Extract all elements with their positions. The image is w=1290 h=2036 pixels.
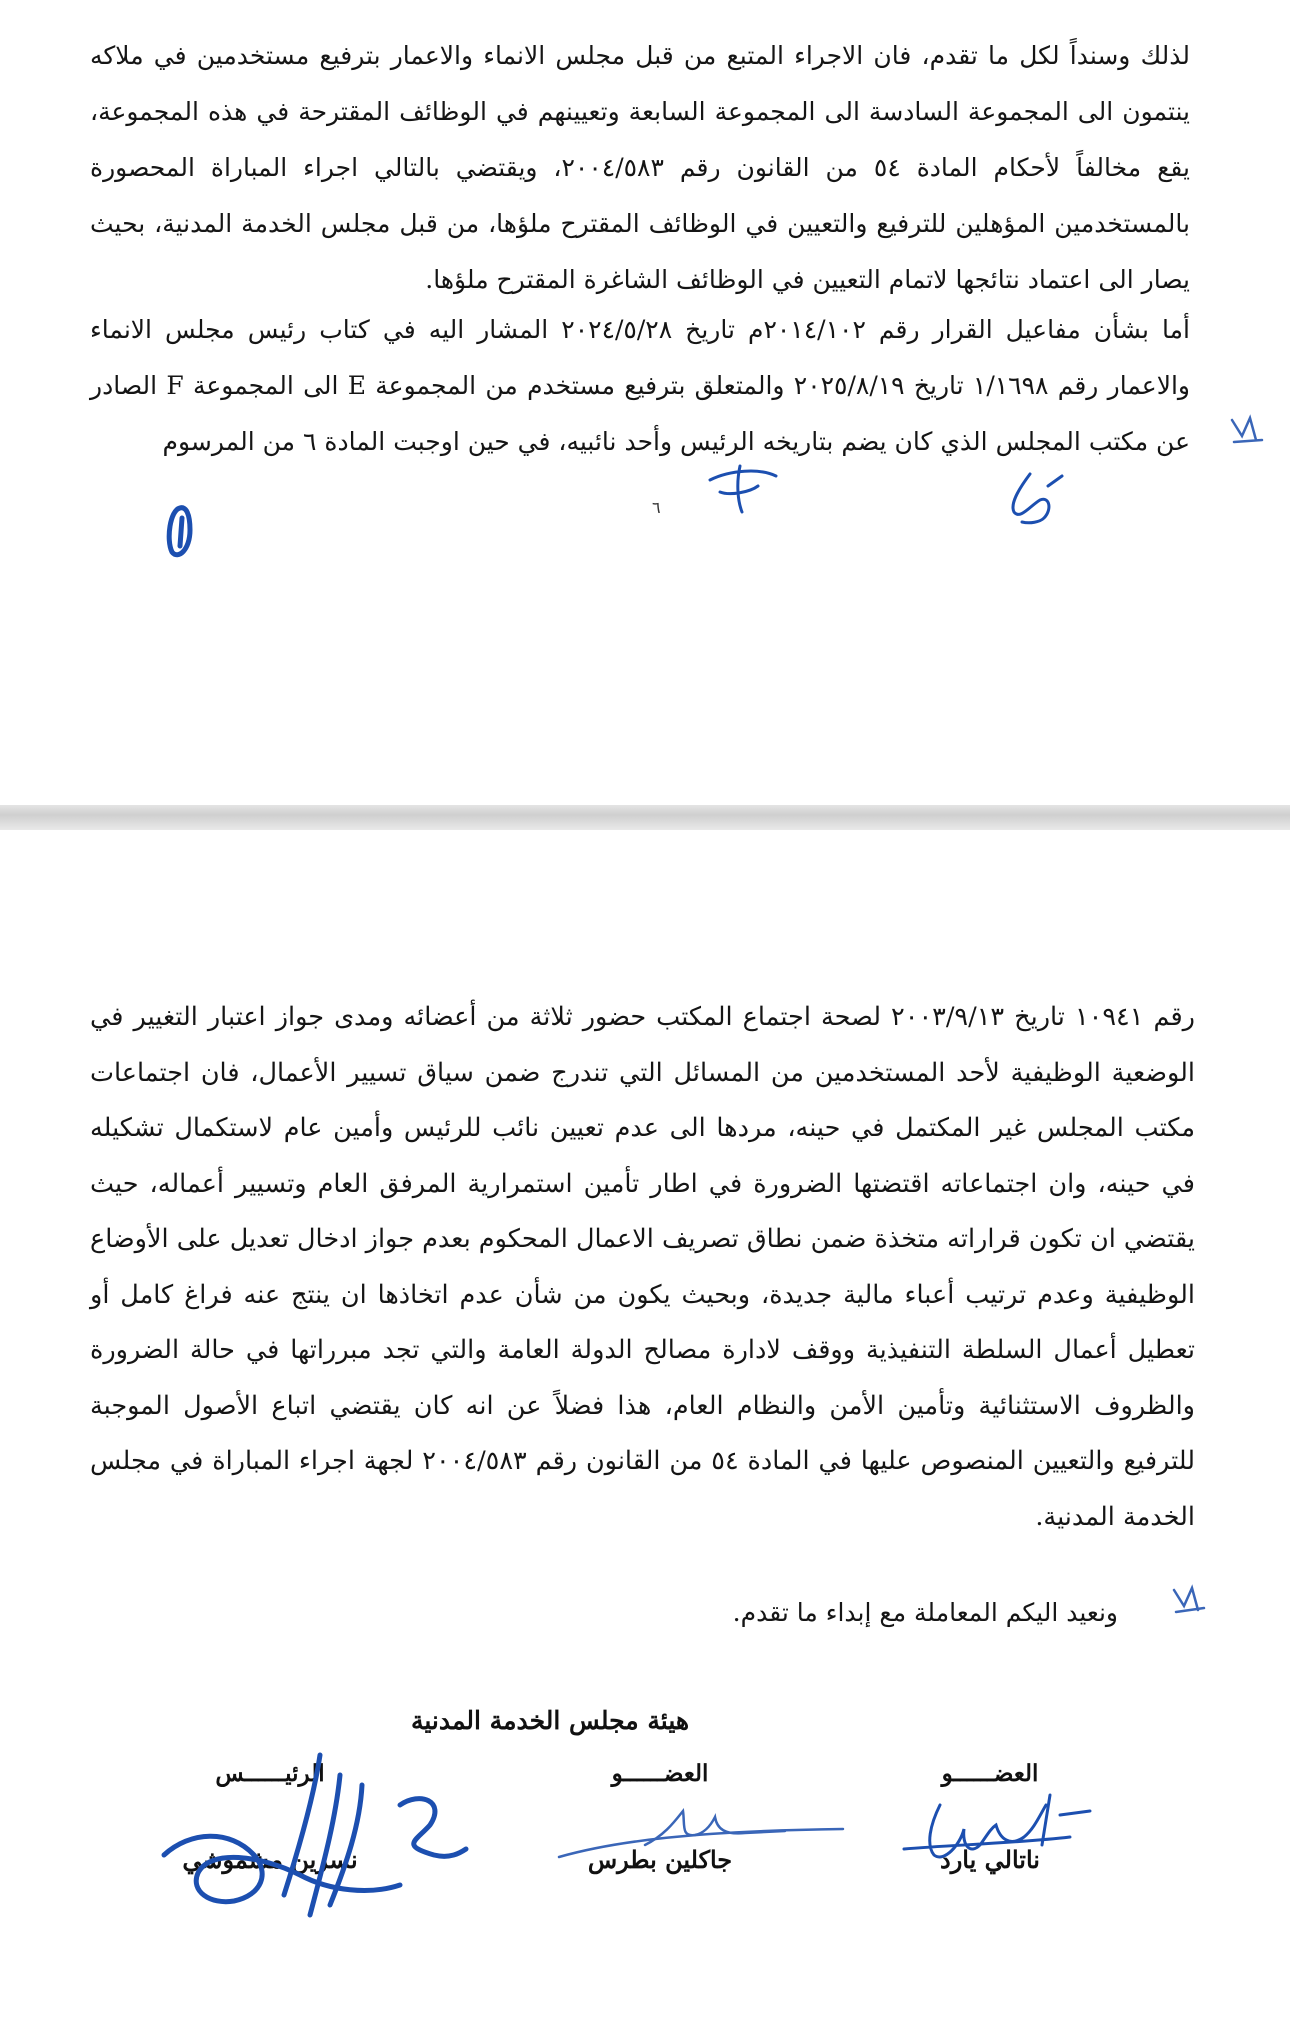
document-page-top (0, 0, 1290, 805)
signature-member (555, 1805, 845, 1875)
handwritten-initial (1000, 470, 1070, 530)
handwritten-initial (700, 462, 780, 517)
body-paragraph: أما بشأن مفاعيل القرار رقم ٢٠١٤/١٠٢م تاريخ ٢٠٢٤/٥/٢٨ المشار اليه في كتاب رئيس مجلس الانماء والاعمار رقم ١/١٦٩٨ تاريخ ٢٠٢٥/٨/١٩ والمتعلق بترفيع مستخدم من المجموعة E الى المجموعة F الصادر عن مكتب المجلس الذي كان يضم بتاريخه الرئيس وأحد نائبيه، في حين اوجبت المادة ٦ من المرسوم (90, 315, 1190, 456)
signatory-role: العضــــــو (611, 1760, 709, 1787)
handwritten-initial (160, 500, 200, 560)
signature-chair (150, 1745, 470, 1935)
page-separator (0, 805, 1290, 830)
signatory-name: ناتالي يارد (940, 1845, 1040, 1874)
body-paragraph: رقم ١٠٩٤١ تاريخ ٢٠٠٣/٩/١٣ لصحة اجتماع المكتب حضور ثلاثة من أعضائه ومدى جواز اعتبار التغيير في الوضعية الوظيفية لأحد المستخدمين من المسائل التي تندرج ضمن سياق تسيير الأعمال، فان اجتماعات مكتب المجلس غير المكتمل في حينه، مردها الى عدم تعيين نائب للرئيس وأمين عام لاستكمال تشكيله في حينه، وان اجتماعاته اقتضتها الضرورة في اطار تأمين استمرارية المرفق العام وتسيير أعماله، حيث يقتضي ان تكون قراراته متخذة ضمن نطاق تصريف الاعمال المحكوم بعدم جواز ادخال تعديل على الأوضاع الوظيفية وعدم ترتيب أعباء مالية جديدة، وبحيث يكون من شأن عدم اتخاذها ان ينتج عنه فراغ كامل أو تعطيل أعمال السلطة التنفيذية ووقف لادارة مصالح الدولة العامة والتي تجد مبرراتها في حالة الضرورة والظروف الاستثنائية وتأمين الأمن والنظام العام، هذا فضلاً عن انه كان يقتضي اتباع الأصول الموجبة للترفيع والتعيين المنصوص عليها في المادة ٥٤ من القانون رقم ٢٠٠٤/٥٨٣ لجهة اجراء المباراة في مجلس الخدمة المدنية. (90, 1002, 1196, 1532)
signature-member (900, 1785, 1100, 1875)
authority-title: هيئة مجلس الخدمة المدنية (410, 1706, 690, 1735)
closing-line: ونعيد اليكم المعاملة مع إبداء ما تقدم. (732, 1598, 1118, 1627)
margin-initial-mark (1228, 410, 1268, 450)
page-number: ٦ (652, 498, 661, 517)
margin-initial-mark (1170, 1580, 1210, 1620)
signatory-role: الرئيــــــس (215, 1760, 325, 1787)
signatory-name: جاكلين بطرس (587, 1845, 733, 1874)
signatory-role: العضــــــو (941, 1760, 1039, 1787)
signatory-name: نسرين مشموشي (182, 1845, 358, 1874)
body-paragraph: لذلك وسنداً لكل ما تقدم، فان الاجراء المتبع من قبل مجلس الانماء والاعمار بترفيع مستخدمين في ملاكه ينتمون الى المجموعة السادسة الى المجموعة السابعة وتعيينهم في الوظائف المقترحة في هذه المجموعة، يقع مخالفاً لأحكام المادة ٥٤ من القانون رقم ٢٠٠٤/٥٨٣، ويقتضي بالتالي اجراء المباراة المحصورة بالمستخدمين المؤهلين للترفيع والتعيين في الوظائف المقترح ملؤها، من قبل مجلس الخدمة المدنية، بحيث يصار الى اعتماد نتائجها لاتمام التعيين في الوظائف الشاغرة المقترح ملؤها. (90, 41, 1190, 294)
